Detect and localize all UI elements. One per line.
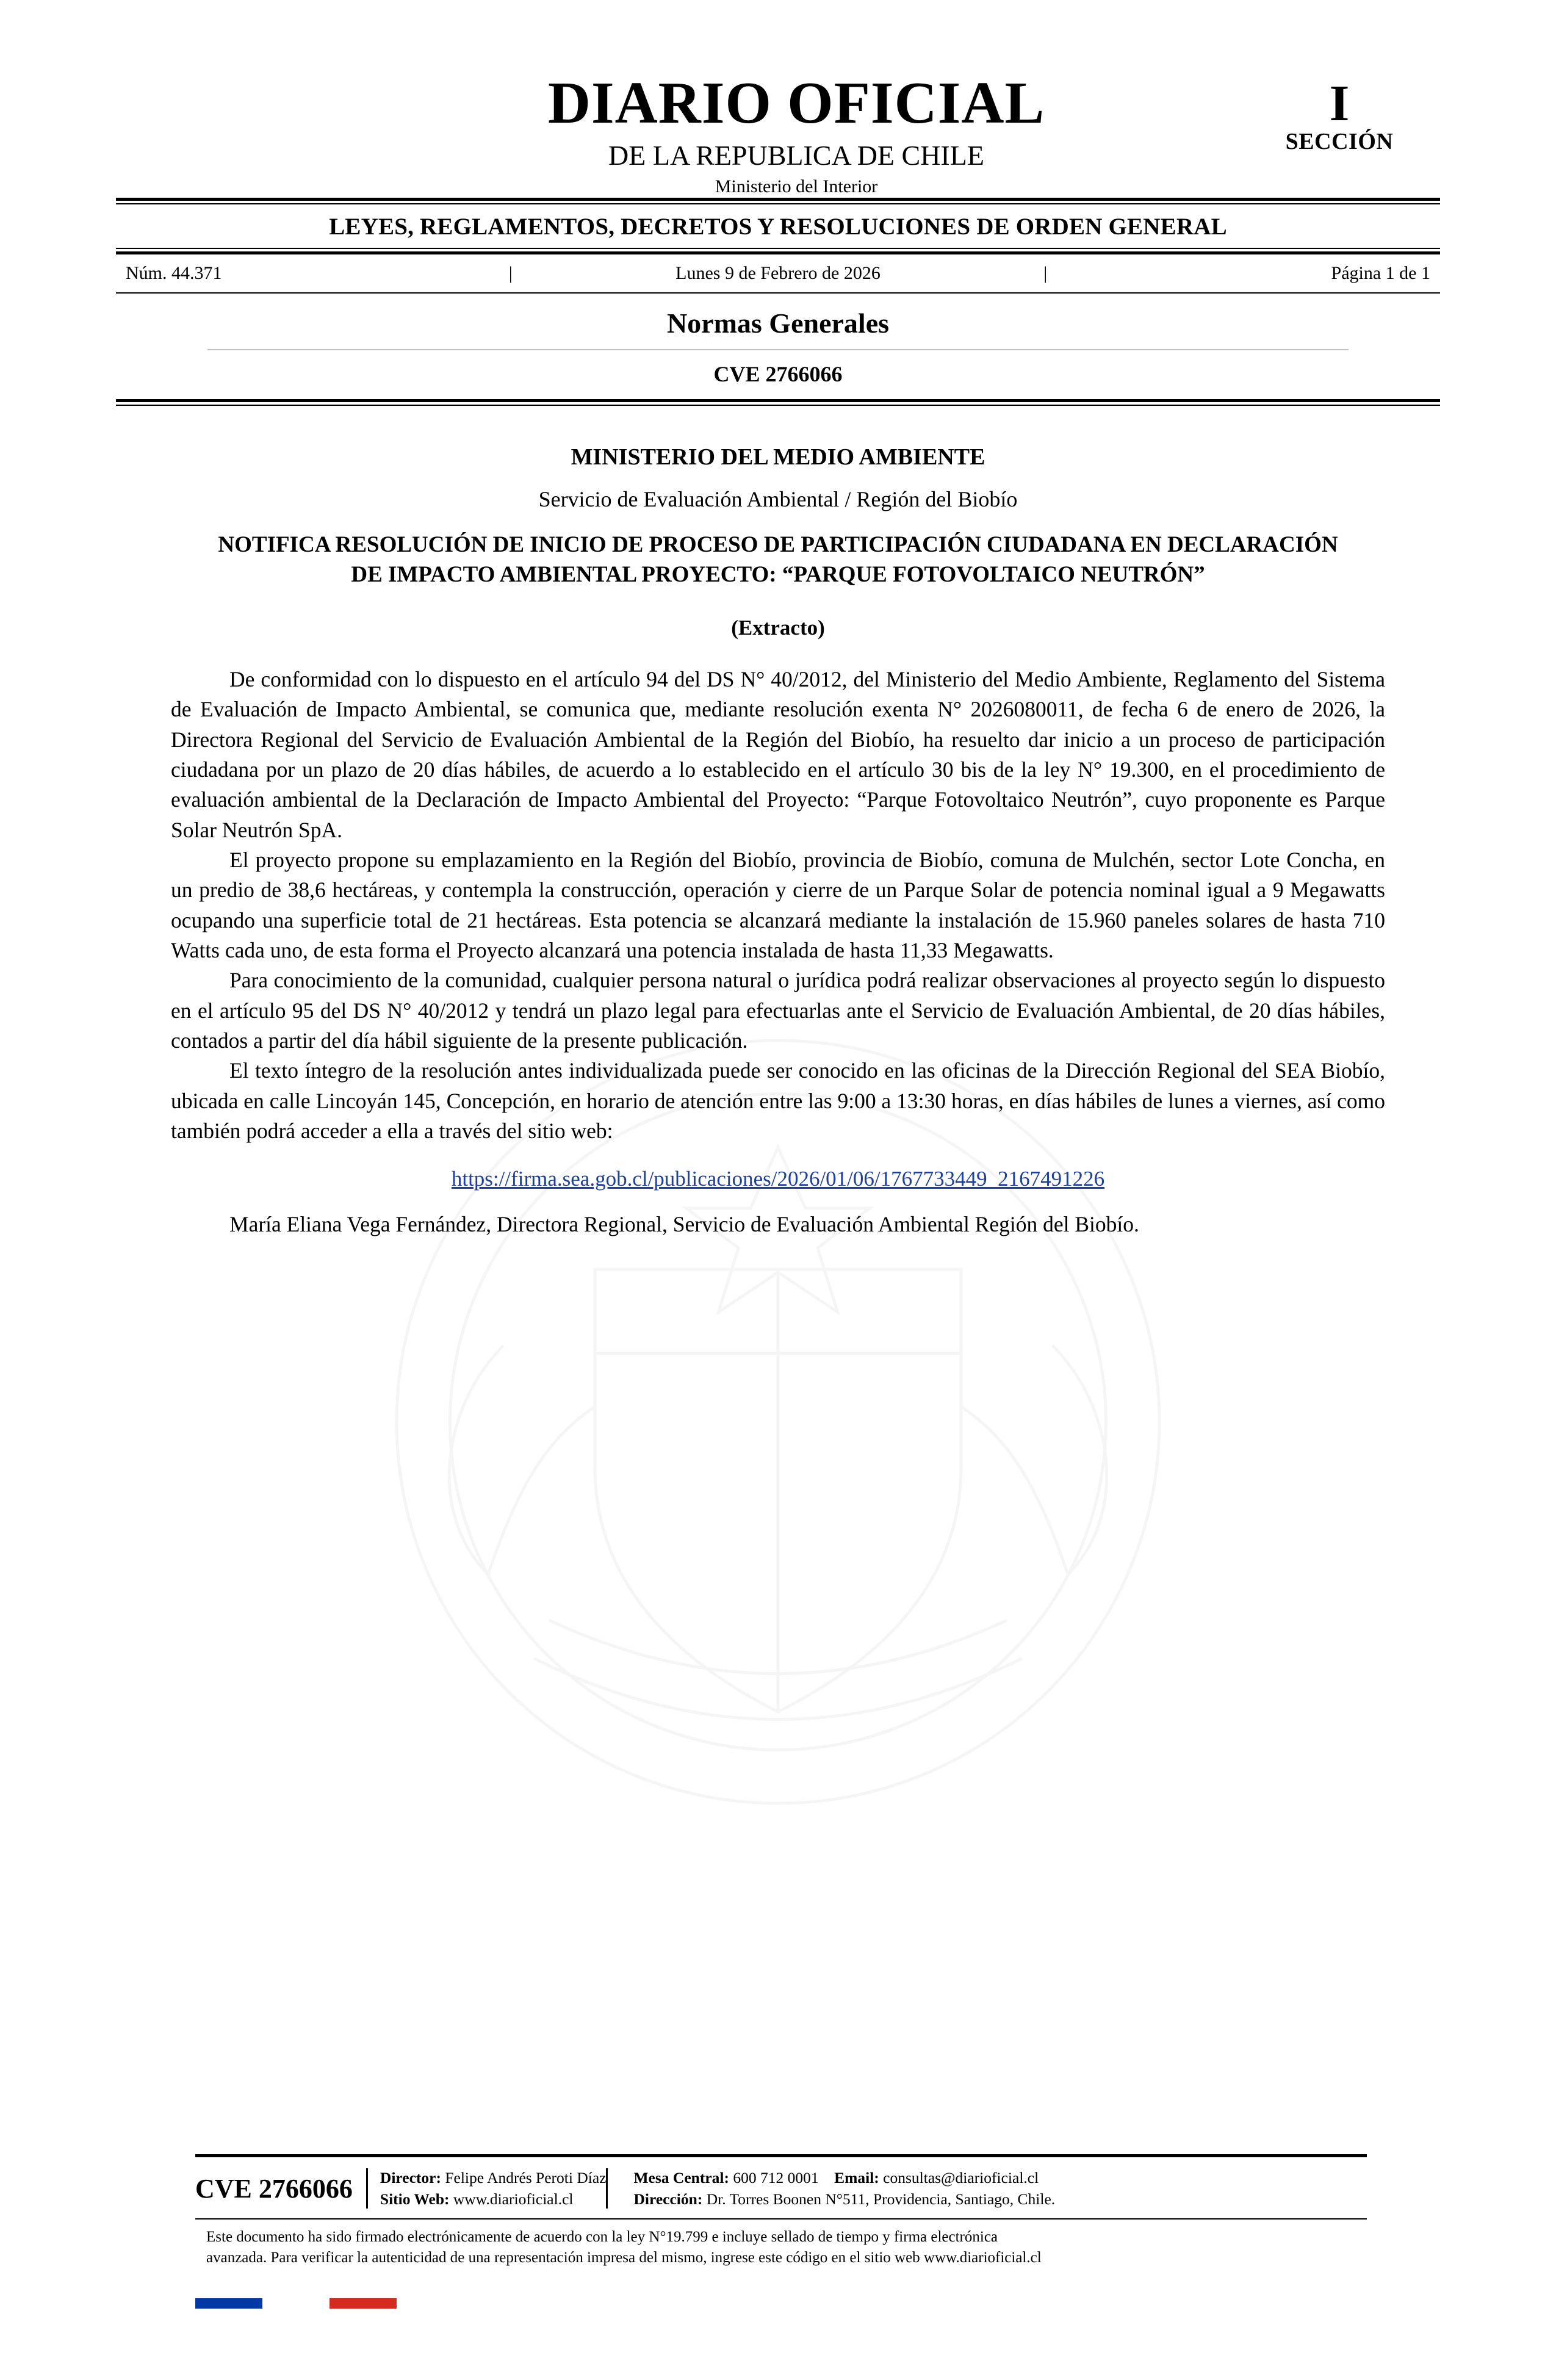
footer-legal-note: [195, 2220, 1367, 2268]
notice-paragraph-2: El proyecto propone su emplazamiento en la Región del Biobío, provincia de Biobío, comuna de Mulchén, sector Lote Concha, en un predio de 38,6 hectáreas, y contempla la construcción, operación y cierre de un Parque Solar de potencia nominal igual a 9 Megawatts ocupando una superficie total de 21 hectáreas. Esta potencia se alcanzará mediante la instalación de 15.960 paneles solares de hasta 710 Watts cada uno, de esta forma el Proyecto alcanzará una potencia instalada de hasta 11,33 Megawatts.: [171, 847, 1385, 962]
footer-divider-vertical-2: [606, 2168, 608, 2209]
footer-address-label: Dirección:: [633, 2190, 703, 2209]
footer-legal-note-line-2: avanzada. Para verificar la autenticidad de una representación impresa del mismo, ingrese este código en el sitio web www.diarioficial.cl: [206, 2249, 1042, 2266]
footer-director-line: [380, 2167, 607, 2188]
publication-ministry: Ministerio del Interior: [715, 176, 878, 197]
footer-contact-left: [380, 2167, 607, 2210]
footer-contact-right: [633, 2167, 1055, 2210]
footer-director-label: Director:: [380, 2169, 441, 2187]
footer-email-value[interactable]: consultas@diarioficial.cl: [883, 2169, 1039, 2187]
publication-subtitle: DE LA REPUBLICA DE CHILE: [608, 140, 984, 171]
notice-signature: María Eliana Vega Fernández, Directora Regional, Servicio de Evaluación Ambiental Región del Biobío.: [229, 1212, 1139, 1237]
notice-body: [116, 444, 1440, 1240]
chile-flag-bar: [195, 2298, 397, 2309]
publication-title: DIARIO OFICIAL: [547, 70, 1045, 135]
notice-ministry: MINISTERIO DEL MEDIO AMBIENTE: [571, 444, 985, 471]
footer-address-value: Dr. Torres Boonen N°511, Providencia, Santiago, Chile.: [706, 2190, 1056, 2209]
section-title: Normas Generales: [666, 308, 890, 339]
flag-red-band: [330, 2298, 397, 2309]
cve-code-top: CVE 2766066: [713, 362, 843, 387]
page-content: [116, 0, 1440, 1240]
issue-separator-1: |: [508, 263, 513, 284]
footer-director-value: Felipe Andrés Peroti Díaz: [445, 2169, 607, 2187]
resolution-link-row: [157, 1167, 1399, 1191]
section-marker: [1257, 75, 1422, 155]
divider-cve-thin: [116, 405, 1440, 406]
notice-paragraph-4: El texto íntegro de la resolución antes individualizada puede ser conocido en las oficinas de la Dirección Regional del SEA Biobío, ubicada en calle Lincoyán 145, Concepción, en horario de atención entre las 9:00 a 13:30 horas, en días hábiles de lunes a viernes, así como también podrá acceder a ella a través del sitio web:: [171, 1058, 1385, 1143]
section-letter: I: [1329, 75, 1350, 132]
footer-address-line: [633, 2188, 1055, 2210]
footer-site-line: [380, 2188, 607, 2210]
footer-info-row: [195, 2157, 1367, 2218]
footer-legal-note-line-1: Este documento ha sido firmado electrónicamente de acuerdo con la ley N°19.799 e incluye sellado de tiempo y firma electrónica: [206, 2229, 998, 2246]
section-word: SECCIÓN: [1285, 128, 1394, 154]
issue-info-row: [116, 254, 1440, 292]
issue-page-number: Página 1 de 1: [1331, 263, 1430, 284]
issue-date: Lunes 9 de Febrero de 2026: [675, 263, 881, 284]
issue-separator-2: |: [1043, 263, 1048, 284]
footer-site-value[interactable]: www.diarioficial.cl: [453, 2190, 574, 2209]
resolution-link[interactable]: https://firma.sea.gob.cl/publicaciones/2026/01/06/1767733449_2167491226: [451, 1167, 1105, 1191]
flag-blue-band: [195, 2298, 262, 2309]
masthead: [116, 0, 1440, 198]
notice-paragraph-3: Para conocimiento de la comunidad, cualquier persona natural o jurídica podrá realizar observaciones al proyecto según lo dispuesto en el artículo 95 del DS N° 40/2012 y tendrá un plazo legal para efectuarlas ante el Servicio de Evaluación Ambiental, de 20 días hábiles, contados a partir del día hábil siguiente de la presente publicación.: [171, 968, 1385, 1053]
footer-divider-vertical-1: [366, 2168, 368, 2209]
issue-number: Núm. 44.371: [126, 263, 222, 284]
footer-mesa-label: Mesa Central:: [633, 2169, 729, 2187]
notice-extract-label: (Extracto): [731, 615, 825, 640]
notice-headline: NOTIFICA RESOLUCIÓN DE INICIO DE PROCESO DE PARTICIPACIÓN CIUDADANA EN DECLARACIÓN DE IMPACTO AMBIENTAL PROYECTO: “PARQUE FOTOVOLTAICO NEUTRÓN”: [218, 532, 1338, 588]
notice-service: Servicio de Evaluación Ambiental / Región del Biobío: [538, 487, 1018, 512]
footer-mesa-value: 600 712 0001: [733, 2169, 819, 2187]
notice-paragraph-1: De conformidad con lo dispuesto en el artículo 94 del DS N° 40/2012, del Ministerio del Medio Ambiente, Reglamento del Sistema de Evaluación de Impacto Ambiental, se comunica que, mediante resolución exenta N° 2026080011, de fecha 6 de enero de 2026, la Directora Regional del Servicio de Evaluación Ambiental de la Región del Biobío, ha resuelto dar inicio a un proceso de participación ciudadana por un plazo de 20 días hábiles, de acuerdo a lo establecido en el artículo 30 bis de la ley N° 19.300, en el procedimiento de evaluación ambiental de la Declaración de Impacto Ambiental del Proyecto: “Parque Fotovoltaico Neutrón”, cuyo proponente es Parque Solar Neutrón SpA.: [171, 666, 1385, 842]
footer-mesa-line: [633, 2167, 1055, 2188]
category-banner: LEYES, REGLAMENTOS, DECRETOS Y RESOLUCIONES DE ORDEN GENERAL: [329, 214, 1227, 240]
flag-white-band: [262, 2298, 330, 2309]
footer-site-label: Sitio Web:: [380, 2190, 450, 2209]
footer-email-label: Email:: [834, 2169, 879, 2187]
page-footer: [195, 2154, 1367, 2268]
cve-code-footer: CVE 2766066: [195, 2173, 353, 2204]
